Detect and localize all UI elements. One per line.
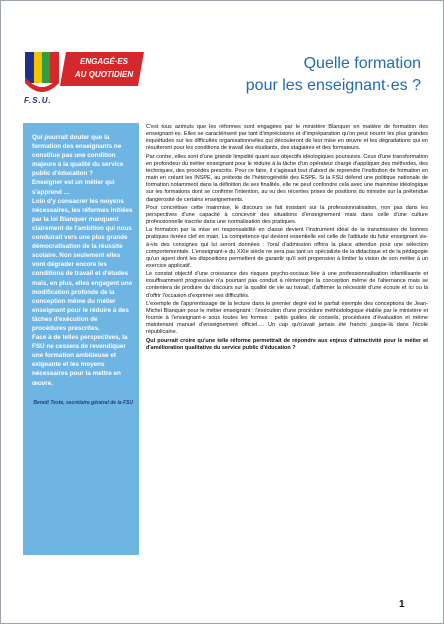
article-body — [146, 124, 428, 353]
sidebar-paragraph: Face à de telles perspectives, la FSU ne cessera de revendiquer une formation ambitieuse et exigeante et les moyens nécessaires pour la mettre en œuvre. — [32, 334, 128, 387]
org-name: F.S.U. — [24, 96, 52, 105]
page-number: 1 — [399, 599, 405, 610]
signature: Benoît Teste, secrétaire général de la FSU — [33, 399, 133, 406]
body-paragraph: L'exemple de l'apprentissage de la lecture dans le premier degré est le parfait exemple des conceptions de Jean-Michel Blanquer pour le métier enseignant : l'exécution d'une procédure méthodologique établie par le ministère et fournie à l'enseignant·e sous toutes les formes : petits guides de conseils, procédures d'évaluation et même maintenant manuel d'enseignement officiel…. Un cap qu'n'avait jamais été franchi jusque-là dans l'école républicaine. — [146, 300, 428, 336]
sidebar-paragraph: Loin d'y consacrer les moyens nécessaires, les réformes initiées par la loi Blanquer manquent clairement de l'ambition qui nous conduirait vers une plus grande démocratisation de la réussite scolaire. Non seulement elles vont dégrader encore les conditions de travail et d'études mais, en plus, elles engagent une modification profonde de la conception même du métier enseignant pour le réduire à des tâches d'exécution de procédures prescrites. — [32, 197, 133, 332]
slogan-line-1: ENGAGÉ·ES — [79, 57, 128, 66]
body-paragraph: Le constat objectif d'une croissance des risques psycho-sociaux liée à une professionnalisation infantilisante et insuffisamment progressive n'a pourtant pas conduit à réinterroger la conception même de l'alternance mais se contentera de produire du discours sur la qualité de vie au travail, d'affirmer la nécessité d'une écoute et ici ou là d'offrir l'occasion d'exprimer ses difficultés. — [146, 271, 428, 299]
title-line-2: pour les enseignant·es ? — [245, 77, 421, 94]
page-title — [231, 53, 421, 97]
editorial-sidebar — [23, 123, 139, 555]
fsu-u-logo-icon — [23, 49, 63, 95]
sidebar-paragraph: Enseigner est un métier qui s'apprend … — [32, 179, 115, 196]
sidebar-text — [32, 133, 133, 388]
body-paragraph: Par contre, elles sont d'une grande limpidité quant aux objectifs idéologiques poursuivis. Ceux d'une transformation en profondeur du métier enseignant pour le réduire à la tâche d'un opérateur chargé d'appliquer des méthodes, des techniques, des procédés prescrits. Pour ce faire, il s'agissait tout d'abord de reprendre l'institution de formation en main en créant les INSPE, au prétexte de l'hétérogénéité des ESPE. Si la FSU défend une politique nationale de formation notamment dans la définition de ses finalités, elle ne peut confondre cela avec une mainmise idéologique sur les formations dont se confirme l'intention, au vu des récentes prises de positions du ministre sur la prétendue dangerosité de certains enseignements. — [146, 153, 428, 203]
slogan-text — [67, 55, 141, 81]
body-conclusion: Qui pourrait croire qu'une telle réforme permettrait de répondre aux enjeux d'attractivité pour le métier et d'amélioration qualitative du service public d'éducation ? — [146, 337, 428, 351]
title-line-1: Quelle formation — [303, 55, 421, 72]
body-paragraph: C'est tous azimuts que les réformes sont engagées par le ministère Blanquer en matière de formation des enseignant·es. Elles se caractérisent par tant d'imprécisions et d'impréparation qu'on peut nourrir les plus grandes inquiétudes sur les difficultés organisationnelles qui découleront de leur mise en œuvre et les dégradations qui en résulteront pour les conditions de travail des étudiants, des stagiaires et des formateurs. — [146, 124, 428, 152]
body-paragraph: La formation par la mise en responsabilité en classe devient l'instrument idéal de la transmission de bonnes pratiques livrées clef en main. La compétence qui devient essentielle est celle de l'attitude du futur enseignant vis-à-vis des consignes qui lui seront données : l'oral d'admission offrira la place attendue pour une sélection comportementale. L'enseignant·e du XXIe siècle ne sera pas tant un spécialiste de la didactique et de la pédagogie qu'un agent dont les dispositions permettent de garantir qu'il soit propension à limiter la vision de son métier à un exercice applicatif. — [146, 227, 428, 269]
sidebar-paragraph: Qui pourrait douter que la formation des enseignants ne constitue pas une condition majeure à la qualité du service public d'éducation ? — [32, 134, 124, 178]
body-paragraph: Pour concrétiser cette mainmise, le discours se fait insistant sur la professionnalisation, non pas dans les perspectives d'une capacité à concevoir des situations d'enseignement mais dans celle d'une culture professionnelle inscrite dans une normalisation des pratiques. — [146, 204, 428, 226]
slogan-line-2: AU QUOTIDIEN — [74, 70, 134, 79]
fsu-logo — [23, 49, 141, 109]
